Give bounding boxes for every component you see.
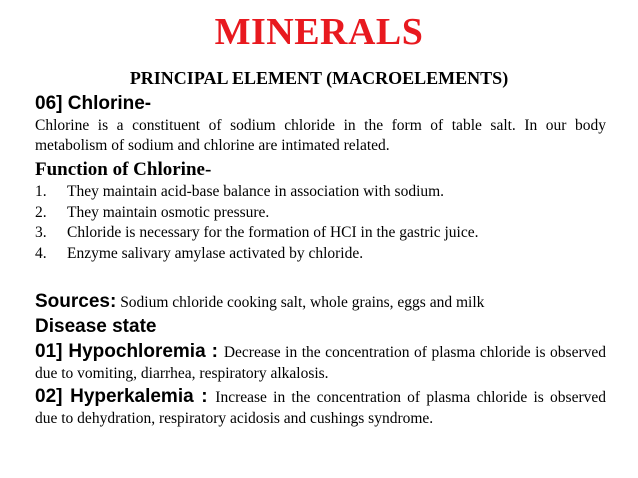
function-list	[35, 182, 606, 264]
list-item	[35, 223, 606, 244]
sources-label: Sources:	[35, 291, 117, 312]
sources-line	[35, 290, 606, 315]
list-item	[35, 203, 606, 224]
condition-text: Increase in the concentration of plasma chloride is observed due to dehydration, respiratory acidosis and cushings syndrome.	[35, 389, 607, 427]
list-item-number: 4.	[35, 244, 47, 262]
list-item	[35, 182, 606, 203]
condition-label: 01] Hypochloremia :	[35, 341, 224, 362]
list-item-number: 2.	[35, 203, 47, 221]
slide-content	[35, 92, 606, 429]
disease-heading: Disease state	[35, 316, 157, 337]
condition-text: Decrease in the concentration of plasma chloride is observed due to vomiting, diarrhea, respiratory alkalosis.	[35, 344, 606, 382]
list-item-text: Enzyme salivary amylase activated by chloride.	[67, 244, 364, 262]
condition-label: 02] Hyperkalemia :	[35, 386, 216, 407]
chlorine-description: Chlorine is a constituent of sodium chloride in the form of table salt. In our body metabolism of sodium and chlorine are intimated related.	[35, 117, 606, 154]
spacer	[35, 264, 606, 290]
list-item-text: Chloride is necessary for the formation of HCI in the gastric juice.	[67, 224, 479, 241]
sources-text: Sodium chloride cooking salt, whole grains, eggs and milk	[116, 294, 485, 311]
slide-subtitle: PRINCIPAL ELEMENT (MACROELEMENTS)	[129, 68, 509, 88]
list-item	[35, 244, 606, 265]
slide-title: MINERALS	[214, 11, 424, 53]
list-item-text: They maintain osmotic pressure.	[67, 203, 270, 221]
list-item-number: 3.	[35, 224, 47, 241]
chlorine-heading: 06] Chlorine-	[35, 93, 152, 114]
condition-hyperkalemia	[35, 386, 606, 429]
list-item-number: 1.	[35, 183, 47, 200]
condition-hypochloremia	[35, 341, 606, 384]
list-item-text: They maintain acid-base balance in association with sodium.	[67, 183, 445, 200]
function-heading: Function of Chlorine-	[35, 159, 212, 180]
